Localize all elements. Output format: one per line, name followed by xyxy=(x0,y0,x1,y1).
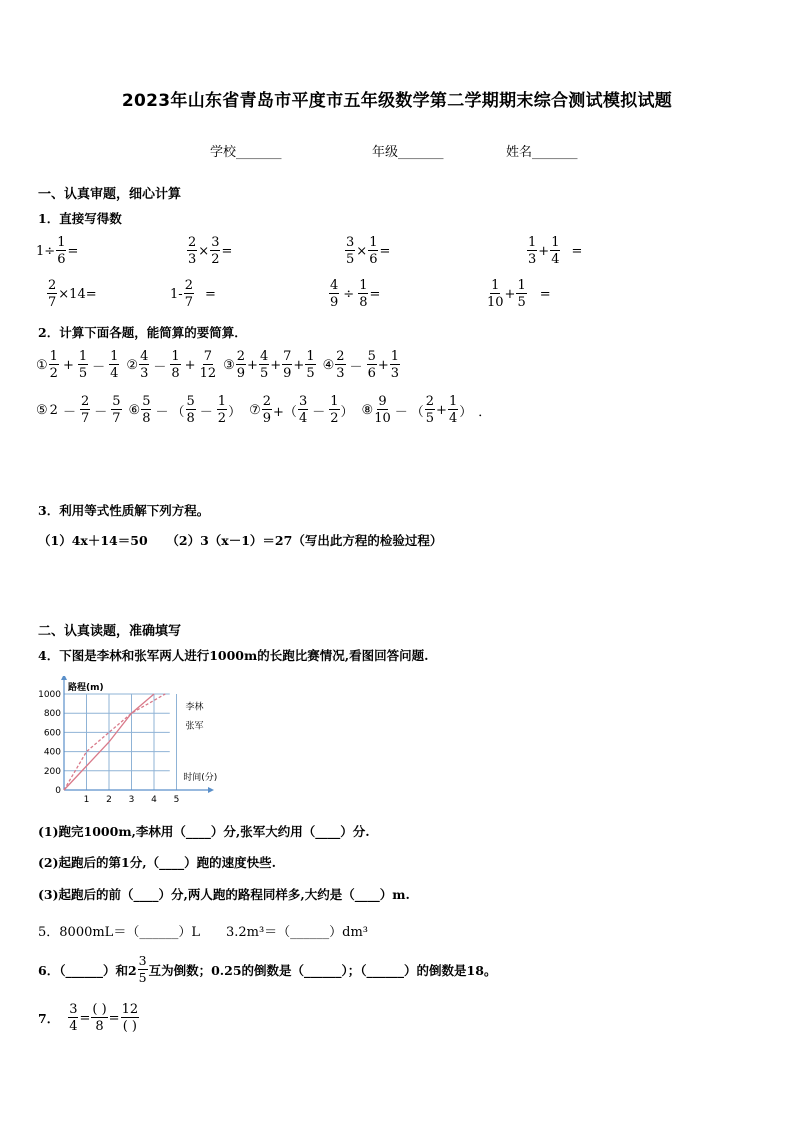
legend-label: 张军 xyxy=(185,721,204,732)
q1-item-2: $\frac{2}{3}$ × $\frac{3}{2}$ = xyxy=(188,235,233,267)
name-field: 姓名_______ xyxy=(506,145,578,160)
y-tick-label: 400 xyxy=(43,747,61,758)
q2-line-2: ⑤ 2 － $\frac{2}{7}$ － $\frac{5}{7}$ ⑥ $\frac{5}{8}$ － （ $\frac{5}{8}$ － $\frac{1}{2}$ ） ⑦ $\frac{2}{9}$ +（ $\frac{3}{4}$ － $\frac{1}{2}$ ） ⑧ $\frac{9}{10}$ － （ $\frac{2}{5}$ + $\frac{1}{4}$ ） ． xyxy=(36,394,492,426)
q1-item-3: $\frac{3}{5}$ × $\frac{1}{6}$ = xyxy=(346,235,391,267)
series-line-2 xyxy=(64,694,165,790)
x-tick-label: 5 xyxy=(173,795,180,805)
page-title: 2023年山东省青岛市平度市五年级数学第二学期期末综合测试模拟试题 xyxy=(121,91,673,111)
grade-field: 年级_______ xyxy=(372,145,444,160)
q4-label: 4．下图是李林和张军两人进行1000m的长跑比赛情况,看图回答问题. xyxy=(38,648,429,663)
q2-label: 2．计算下面各题，能简算的要简算． xyxy=(38,325,247,340)
q1-item-5: $\frac{2}{7}$ ×14 = xyxy=(48,278,97,310)
school-field: 学校_______ xyxy=(210,145,282,160)
q1-item-8: $\frac{1}{10}$ + $\frac{1}{5}$ = xyxy=(487,278,551,310)
q4-sub-2: (2)起跑后的第1分,（____）跑的速度快些. xyxy=(38,855,276,870)
q2-line-1: ① $\frac{1}{2}$ + $\frac{1}{5}$ － $\frac{1}{4}$ ② $\frac{4}{3}$ － $\frac{1}{8}$ + $\frac{7}{12}$ ③ $\frac{2}{9}$ + $\frac{4}{5}$ + $\frac{7}{9}$ + $\frac{1}{5}$ ④ $\frac{2}{3}$ － $\frac{5}{6}$ + $\frac{1}{3}$ xyxy=(36,349,400,381)
y-tick-label: 200 xyxy=(43,766,61,777)
y-tick-label: 0 xyxy=(55,786,61,796)
q7-line: 7． $\frac{3}{4}$ = $\frac{( )}{8}$ = $\frac{12}{( )}$ xyxy=(38,1002,139,1034)
x-axis-arrow xyxy=(208,787,214,793)
x-tick-label: 1 xyxy=(83,795,90,805)
y-axis-label: 路程(m) xyxy=(68,683,104,693)
race-chart xyxy=(36,676,236,806)
x-axis-label: 时间(分) xyxy=(183,773,218,783)
q3-equations: （1）4x＋14＝50 （2）3（x－1）＝27（写出此方程的检验过程） xyxy=(38,533,443,548)
q1-item-4: $\frac{1}{3}$ + $\frac{1}{4}$ = xyxy=(528,235,583,267)
race-line-chart xyxy=(36,676,236,806)
y-tick-label: 600 xyxy=(43,728,61,739)
x-tick-label: 3 xyxy=(128,795,135,805)
q4-sub-1: (1)跑完1000m,李林用（____）分,张军大约用（____）分. xyxy=(38,824,370,839)
y-axis-arrow xyxy=(61,676,67,680)
q4-sub-3: (3)起跑后的前（____）分,两人跑的路程同样多,大约是（____）m. xyxy=(38,887,410,902)
legend-label: 李林 xyxy=(185,702,204,713)
section-1-heading: 一、认真审题，细心计算 xyxy=(38,187,182,202)
q1-item-6: 1 - $\frac{2}{7}$ = xyxy=(170,278,216,310)
y-tick-label: 1000 xyxy=(38,690,61,700)
section-2-heading: 二、认真读题，准确填写 xyxy=(38,624,182,639)
y-tick-label: 800 xyxy=(43,709,61,720)
q6-line: 6．（______）和2 $\frac{3}{5}$ 互为倒数；0.25的倒数是（______）；（______）的倒数是18。 xyxy=(38,953,497,985)
q5-text: 5．8000mL＝（______）L 3.2m³＝（______）dm³ xyxy=(38,925,369,940)
x-tick-label: 4 xyxy=(151,795,157,805)
x-tick-label: 2 xyxy=(106,795,112,805)
q1-item-7: $\frac{4}{9}$ ÷ $\frac{1}{8}$ = xyxy=(330,278,381,310)
q3-label: 3．利用等式性质解下列方程。 xyxy=(38,503,210,518)
q1-label: 1．直接写得数 xyxy=(38,211,122,226)
q1-item-1: 1 ÷ $\frac{1}{6}$ = xyxy=(36,235,79,267)
